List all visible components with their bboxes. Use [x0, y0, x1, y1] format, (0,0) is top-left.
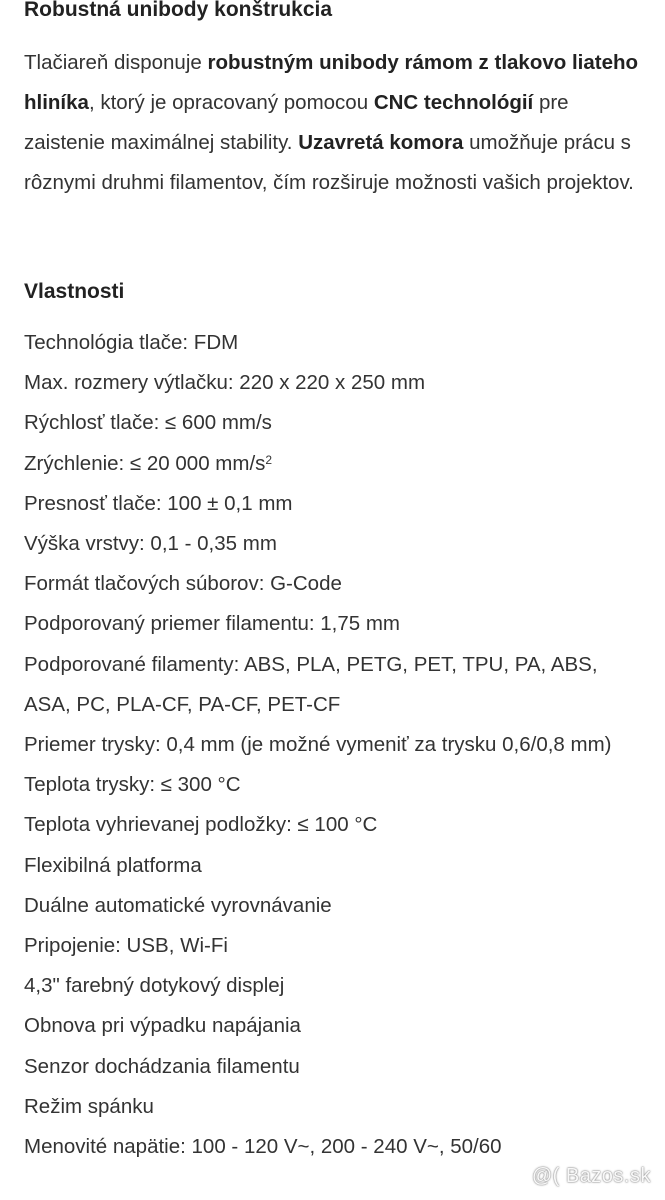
spec-item: Menovité napätie: 100 - 120 V~, 200 - 240 V~, 50/60 — [24, 1135, 502, 1159]
spec-item: Presnosť tlače: 100 ± 0,1 mm — [24, 491, 293, 515]
spec-item: Zrýchlenie: ≤ 20 000 $mm/s^2$ — [24, 451, 273, 475]
spec-item: Formát tlačových súborov: G-Code — [24, 572, 342, 596]
spec-item: Technológia tlače: FDM — [24, 331, 239, 354]
superscript: 2 — [265, 452, 273, 467]
para-text-2: , ktorý je opracovaný pomocou — [88, 91, 374, 114]
spec-item: Flexibilná platforma — [24, 853, 202, 877]
spec-item: Režim spánku — [24, 1094, 154, 1118]
para-text-4: umožňuje prácu s rôznymi druhmi filamentov, čím rozširuje možnosti vašich projektov. — [24, 131, 634, 194]
spec-item: Max. rozmery výtlačku: 220 x 220 x 250 mm — [24, 371, 426, 395]
unibody-paragraph — [24, 43, 644, 203]
section-title-properties: Vlastnosti — [24, 280, 125, 303]
specs-list — [24, 323, 624, 1167]
spec-item: Teplota vyhrievanej podložky: ≤ 100 °C — [24, 813, 378, 837]
spec-item: 4,3" farebný dotykový displej — [24, 974, 285, 998]
spec-item: Podporované filamenty: ABS, PLA, PETG, PET, TPU, PA, ABS, ASA, PC, PLA-CF, PA-CF, PET-CF — [24, 652, 598, 716]
spec-item: Podporovaný priemer filamentu: 1,75 mm — [24, 612, 401, 636]
spec-item: Výška vrstvy: 0,1 - 0,35 mm — [24, 532, 277, 556]
section-title-unibody: Robustná unibody konštrukcia — [24, 0, 333, 21]
para-bold-2: CNC technológií — [373, 91, 534, 114]
spec-item: Senzor dochádzania filamentu — [24, 1054, 300, 1078]
spec-item: Duálne automatické vyrovnávanie — [24, 893, 332, 917]
para-text-1: Tlačiareň disponuje — [24, 51, 208, 74]
para-text-3: pre zaistenie maximálnej stability. — [24, 91, 569, 154]
spec-item: Rýchlosť tlače: ≤ 600 mm/s — [24, 411, 272, 435]
spec-item: Priemer trysky: 0,4 mm (je možné vymeniť za trysku 0,6/0,8 mm) — [24, 733, 612, 757]
spec-item: Pripojenie: USB, Wi-Fi — [24, 934, 228, 958]
spec-item: Obnova pri výpadku napájania — [24, 1014, 301, 1038]
para-bold-1: robustným unibody rámom z tlakovo liateho hliníka — [24, 51, 639, 114]
spec-item: Teplota trysky: ≤ 300 °C — [24, 773, 241, 797]
bazos-watermark: @( Bazos.sk — [531, 1165, 651, 1187]
para-bold-3: Uzavretá komora — [298, 131, 464, 154]
